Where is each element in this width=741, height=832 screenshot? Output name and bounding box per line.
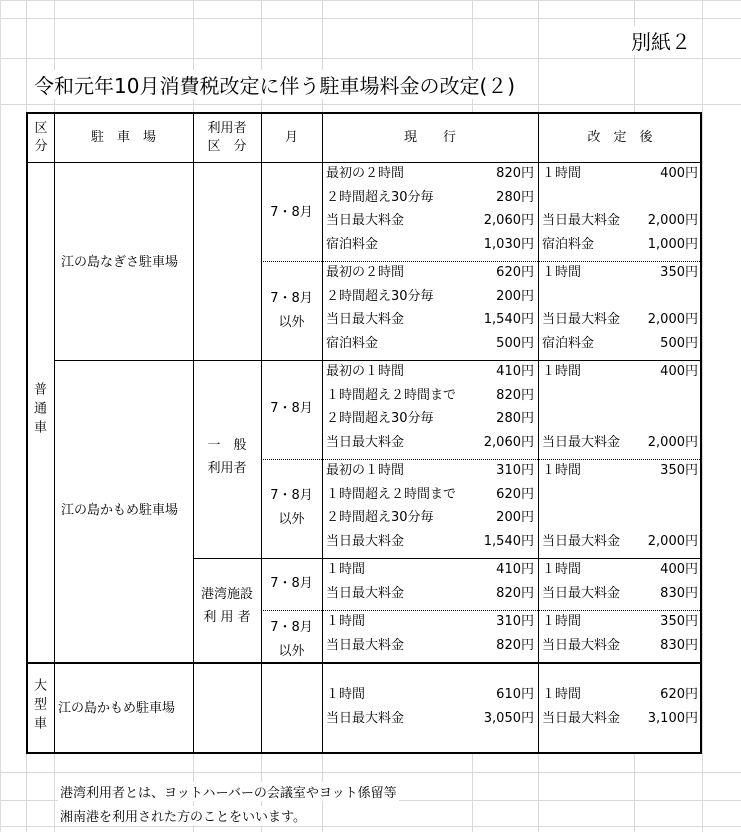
current-fee-label: １時間: [326, 614, 366, 629]
header-parking: 駐 車 場: [90, 130, 156, 145]
user-type-general-line2: 利用者: [207, 461, 247, 476]
current-fee-label: 宿泊料金: [326, 236, 379, 252]
revised-fee-label: 当日最大料金: [542, 585, 621, 601]
user-type-port-line1: 港湾施設: [200, 587, 253, 602]
current-fee-label: 当日最大料金: [326, 434, 405, 450]
current-fee-value: 2,060円: [483, 434, 534, 450]
header-current: 現 行: [403, 130, 456, 145]
revised-fee-value: 2,000円: [647, 533, 698, 549]
revised-fee-value: 400円: [660, 166, 698, 181]
header-user-type: 利用者 区 分: [207, 121, 247, 154]
revised-fee-label: 宿泊料金: [542, 236, 595, 252]
current-fee-value: 1,540円: [483, 312, 534, 327]
month-jul-aug: 7・8月: [270, 205, 313, 220]
current-fee-value: 820円: [496, 637, 534, 653]
current-fee-label: 宿泊料金: [326, 335, 379, 351]
revised-fee-label: 当日最大料金: [542, 710, 621, 726]
current-fee-value: 200円: [496, 510, 534, 525]
parking-kamome-large: 江の島かもめ駐車場: [58, 701, 176, 716]
current-fee-label: １時間超え２時間まで: [326, 387, 457, 403]
revised-fee-value: 350円: [660, 463, 698, 478]
current-fee-value: 620円: [496, 486, 534, 502]
revised-fee-value: 2,000円: [647, 434, 698, 450]
current-fee-label: ２時間超え30分毎: [326, 288, 434, 304]
current-fee-label: ２時間超え30分毎: [326, 189, 434, 205]
note-line-2: 湘南港を利用された方のことをいいます。: [58, 806, 308, 825]
revised-fee-label: 当日最大料金: [542, 213, 621, 228]
revised-fee-value: 400円: [660, 364, 698, 379]
current-fee-value: 820円: [496, 166, 534, 181]
revised-fee-label: 当日最大料金: [542, 434, 621, 450]
revised-fee-value: 830円: [660, 637, 698, 653]
month-other-line2: 以外: [278, 315, 305, 330]
current-fee-label: 当日最大料金: [326, 710, 405, 726]
current-fee-value: 200円: [496, 288, 534, 304]
note-line-1: 港湾利用者とは、ヨットハーバーの会議室やヨット係留等: [58, 782, 399, 801]
parking-nagisa: 江の島なぎさ駐車場: [61, 255, 179, 270]
category-normal: 普通車: [31, 382, 46, 439]
parking-kamome: 江の島かもめ駐車場: [61, 503, 179, 518]
current-fee-label: 当日最大料金: [326, 312, 405, 327]
current-fee-label: 最初の２時間: [326, 166, 405, 181]
current-fee-value: 610円: [496, 687, 534, 702]
current-fee-label: ２時間超え30分毎: [326, 411, 434, 426]
current-fee-value: 500円: [496, 335, 534, 351]
revised-fee-label: 当日最大料金: [542, 312, 621, 327]
revised-fee-label: 当日最大料金: [542, 637, 621, 653]
current-fee-value: 1,030円: [483, 236, 534, 252]
current-fee-value: 620円: [496, 265, 534, 280]
current-fee-value: 280円: [496, 411, 534, 426]
month-other-line1: 7・8月: [270, 291, 313, 306]
current-fee-value: 310円: [496, 614, 534, 629]
current-fee-label: 当日最大料金: [326, 213, 405, 228]
revised-fee-label: １時間: [542, 166, 582, 181]
revised-fee-label: １時間: [542, 265, 582, 280]
current-fee-label: 最初の１時間: [326, 463, 405, 478]
month-other-line1: 7・8月: [270, 488, 313, 503]
document-title: 令和元年10月消費税改定に伴う駐車場料金の改定(２): [32, 70, 517, 99]
current-fee-value: 310円: [496, 463, 534, 478]
revised-fee-label: １時間: [542, 614, 582, 629]
month-other-line2: 以外: [278, 512, 305, 527]
current-fee-label: 最初の２時間: [326, 265, 405, 280]
revised-fee-label: １時間: [542, 687, 582, 702]
document-label: 別紙２: [629, 26, 693, 55]
header-revised: 改 定 後: [587, 130, 653, 145]
revised-fee-value: 2,000円: [647, 312, 698, 327]
revised-fee-label: １時間: [542, 364, 582, 379]
revised-fee-value: 400円: [660, 562, 698, 577]
current-fee-value: 820円: [496, 585, 534, 601]
revised-fee-value: 3,100円: [647, 710, 698, 726]
current-fee-label: １時間超え２時間まで: [326, 486, 457, 502]
revised-fee-value: 830円: [660, 585, 698, 601]
user-type-port-line2: 利 用 者: [203, 610, 251, 625]
revised-fee-value: 1,000円: [647, 236, 698, 252]
revised-fee-value: 620円: [660, 687, 698, 702]
revised-fee-value: 500円: [660, 335, 698, 351]
header-category: 区 分: [34, 121, 48, 154]
fee-table: [26, 112, 702, 754]
current-fee-label: ２時間超え30分毎: [326, 510, 434, 525]
revised-fee-value: 350円: [660, 614, 698, 629]
current-fee-label: １時間: [326, 687, 366, 702]
category-large: 大型車: [31, 678, 46, 735]
month-jul-aug: 7・8月: [270, 401, 313, 416]
month-other-line1: 7・8月: [270, 620, 313, 635]
revised-fee-value: 350円: [660, 265, 698, 280]
revised-fee-label: １時間: [542, 463, 582, 478]
current-fee-label: 当日最大料金: [326, 637, 405, 653]
revised-fee-value: 2,000円: [647, 213, 698, 228]
revised-fee-label: 当日最大料金: [542, 533, 621, 549]
current-fee-label: 当日最大料金: [326, 533, 405, 549]
current-fee-value: 410円: [496, 562, 534, 577]
month-jul-aug: 7・8月: [270, 576, 313, 591]
current-fee-value: 820円: [496, 387, 534, 403]
user-type-general-line1: 一 般: [207, 438, 247, 453]
current-fee-value: 3,050円: [483, 710, 534, 726]
current-fee-value: 280円: [496, 189, 534, 205]
current-fee-label: 最初の１時間: [326, 364, 405, 379]
month-other-line2: 以外: [278, 644, 305, 659]
current-fee-value: 1,540円: [483, 533, 534, 549]
current-fee-value: 2,060円: [483, 213, 534, 228]
revised-fee-label: １時間: [542, 562, 582, 577]
current-fee-label: 当日最大料金: [326, 585, 405, 601]
current-fee-label: １時間: [326, 562, 366, 577]
header-month: 月: [284, 130, 298, 145]
revised-fee-label: 宿泊料金: [542, 335, 595, 351]
current-fee-value: 410円: [496, 364, 534, 379]
